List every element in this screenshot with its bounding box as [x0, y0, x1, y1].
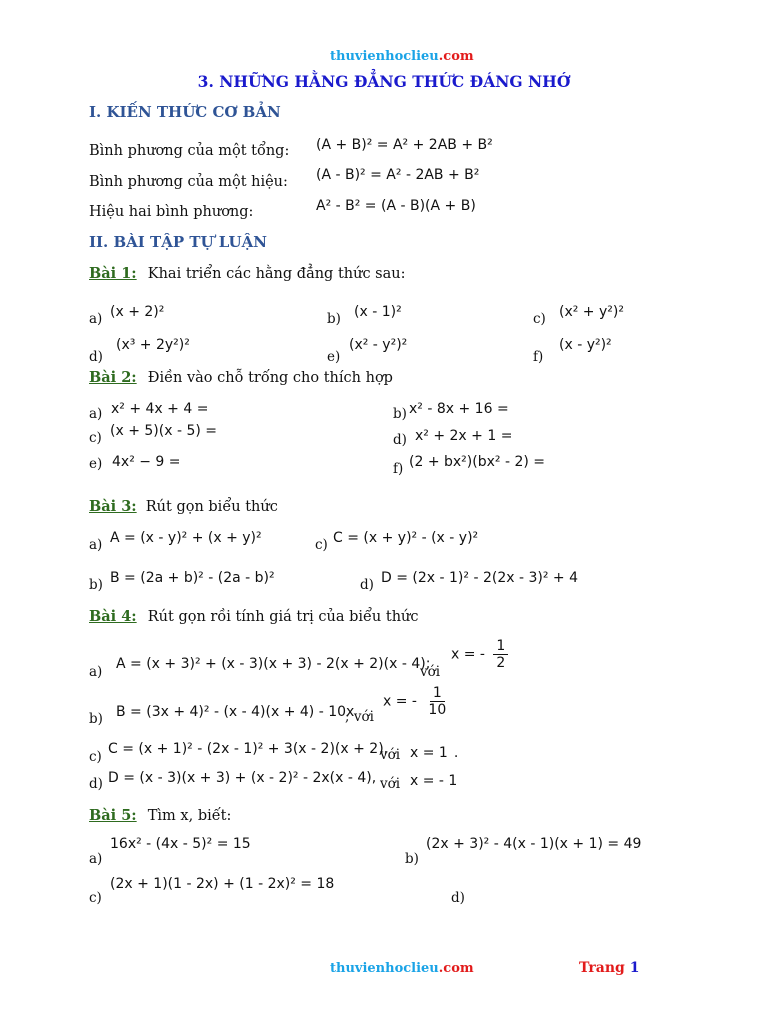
item-label: e) [89, 456, 103, 472]
item-label: b) [393, 406, 407, 422]
item-label: f) [393, 461, 404, 477]
item-label: d) [89, 349, 103, 365]
exercise-header: Bài 5: Tìm x, biết: [89, 807, 232, 824]
item-formula: x² + 2x + 1 = [415, 428, 513, 444]
item-label: b) [89, 577, 103, 593]
item-formula: (2 + bx²)(bx² - 2) = [409, 454, 545, 470]
condition: x = - $\frac{1}{10}$ [383, 685, 449, 718]
item-label: d) [89, 776, 103, 792]
header-brand: thuvienhoclieu.com [330, 49, 474, 64]
item-formula: (x² + y²)² [559, 304, 624, 320]
exercise-header: Bài 1: Khai triển các hằng đẳng thức sau: [89, 265, 406, 282]
item-label: d) [360, 577, 374, 593]
item-formula: (x - y²)² [559, 337, 612, 353]
item-formula: (2x + 1)(1 - 2x) + (1 - 2x)² = 18 [110, 876, 335, 892]
exercise-header: Bài 4: Rút gọn rồi tính giá trị của biểu thức [89, 608, 419, 625]
condition: x = 1 . [410, 745, 459, 761]
item-formula: A = (x - y)² + (x + y)² [110, 530, 262, 546]
item-label: f) [533, 349, 544, 365]
item-formula: (x + 2)² [110, 304, 165, 320]
item-formula: (x + 5)(x - 5) = [110, 423, 217, 439]
item-formula: B = (2a + b)² - (2a - b)² [110, 570, 275, 586]
item-label: a) [89, 851, 103, 867]
item-label: a) [89, 406, 103, 422]
fraction: $\frac{1}{10}$ [428, 685, 447, 718]
item-formula: D = (x - 3)(x + 3) + (x - 2)² - 2x(x - 4), [108, 770, 377, 786]
item-label: e) [327, 349, 341, 365]
item-label: d) [393, 432, 407, 448]
condition: x = - 1 [410, 773, 458, 789]
section-heading: I. KIẾN THỨC CƠ BẢN [89, 103, 281, 121]
item-formula: C = (x + y)² - (x - y)² [333, 530, 479, 546]
page-number: Trang 1 [579, 960, 640, 976]
item-label: b) [89, 711, 103, 727]
item-formula: B = (3x + 4)² - (x - 4)(x + 4) - 10x [116, 704, 355, 720]
item-formula: (x³ + 2y²)² [116, 337, 190, 353]
condition-word: ; với [345, 709, 374, 725]
formula-label: Bình phương của một tổng: [89, 143, 290, 159]
formula-label: Bình phương của một hiệu: [89, 174, 288, 190]
formula: (A + B)² = A² + 2AB + B² [316, 137, 493, 153]
item-formula: x² + 4x + 4 = [111, 401, 209, 417]
formula-label: Hiệu hai bình phương: [89, 204, 254, 220]
condition: x = - $\frac{1}{2}$ [451, 638, 508, 671]
item-formula: (x - 1)² [354, 304, 402, 320]
item-label: d) [451, 890, 465, 906]
formula: A² - B² = (A - B)(A + B) [316, 198, 476, 214]
condition-word: với [380, 776, 401, 792]
condition-word: với [420, 664, 441, 680]
item-formula: A = (x + 3)² + (x - 3)(x + 3) - 2(x + 2)(x - 4); [116, 656, 431, 672]
item-formula: C = (x + 1)² - (2x - 1)² + 3(x - 2)(x + 2), [108, 741, 389, 757]
item-label: c) [533, 311, 546, 327]
condition-word: với [380, 747, 401, 763]
footer-brand: thuvienhoclieu.com [330, 961, 474, 976]
item-formula: (x² - y²)² [349, 337, 408, 353]
item-formula: 4x² − 9 = [112, 454, 181, 470]
section-heading: II. BÀI TẬP TỰ LUẬN [89, 233, 267, 251]
exercise-header: Bài 2: Điền vào chỗ trống cho thích hợp [89, 369, 393, 386]
fraction: $\frac{1}{2}$ [493, 638, 508, 671]
item-label: b) [327, 311, 341, 327]
exercise-header: Bài 3: Rút gọn biểu thức [89, 498, 278, 515]
item-formula: D = (2x - 1)² - 2(2x - 3)² + 4 [381, 570, 578, 586]
item-label: c) [89, 890, 102, 906]
item-formula: (2x + 3)² - 4(x - 1)(x + 1) = 49 [426, 836, 642, 852]
item-label: a) [89, 311, 103, 327]
item-formula: x² - 8x + 16 = [409, 401, 509, 417]
item-label: c) [315, 537, 328, 553]
item-label: b) [405, 851, 419, 867]
page-title: 3. NHỮNG HẰNG ĐẲNG THỨC ĐÁNG NHỚ [197, 72, 571, 91]
item-label: a) [89, 537, 103, 553]
formula: (A - B)² = A² - 2AB + B² [316, 167, 480, 183]
item-label: a) [89, 664, 103, 680]
item-formula: 16x² - (4x - 5)² = 15 [110, 836, 251, 852]
item-label: c) [89, 430, 102, 446]
item-label: c) [89, 749, 102, 765]
